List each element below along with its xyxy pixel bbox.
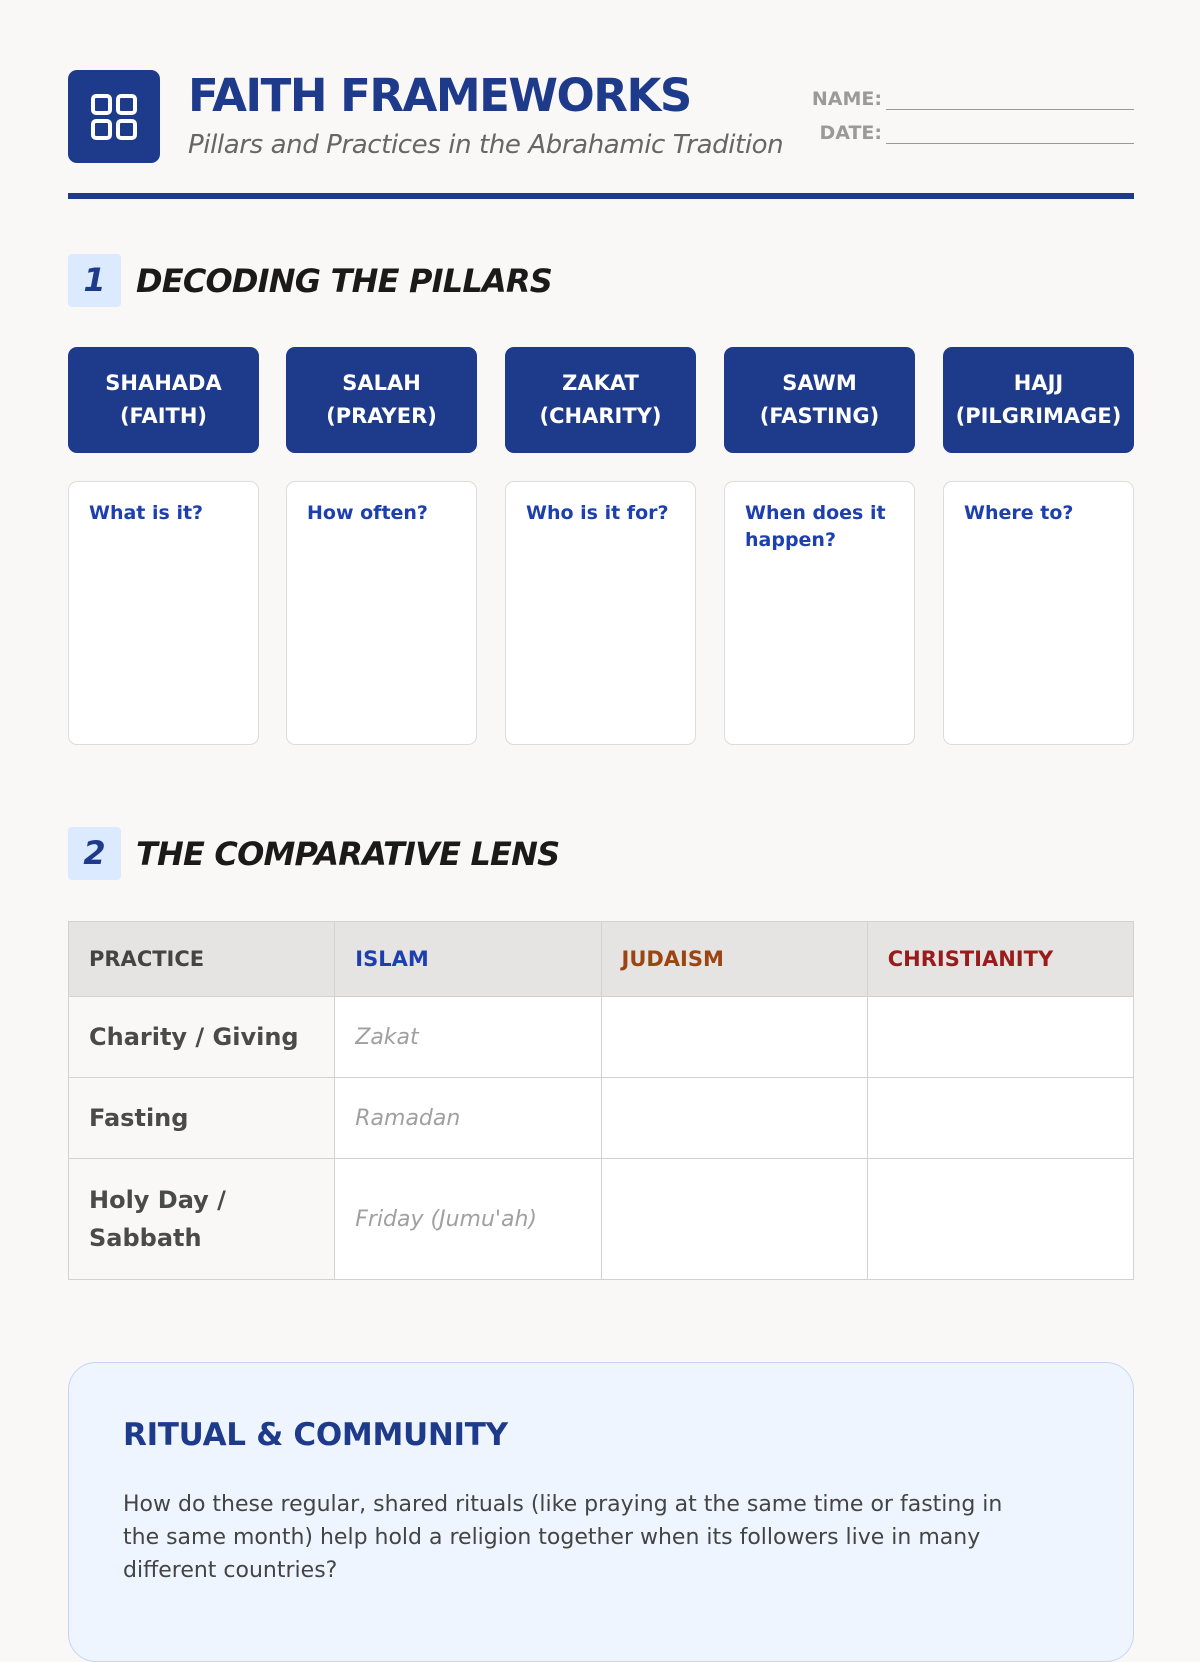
section-title: DECODING THE PILLARS: [136, 262, 552, 300]
table-row: [69, 997, 1134, 1078]
islam-cell: Zakat: [335, 997, 601, 1078]
judaism-cell[interactable]: [601, 1159, 867, 1280]
islam-cell: Ramadan: [335, 1078, 601, 1159]
pillar-name: SHAHADA: [105, 371, 222, 395]
section-number-badge: 1: [68, 254, 121, 307]
column-header-judaism: JUDAISM: [601, 922, 867, 997]
pillar-question: How often?: [307, 502, 428, 524]
practice-label: Charity / Giving: [69, 997, 335, 1078]
date-row: [812, 122, 1134, 156]
pillar-question: When does it happen?: [745, 502, 886, 551]
comparison-table: [68, 921, 1134, 1280]
practice-label: Holy Day / Sabbath: [69, 1159, 335, 1280]
worksheet-header: [68, 70, 1134, 170]
ritual-title: RITUAL & COMMUNITY: [123, 1417, 508, 1453]
judaism-cell[interactable]: [601, 1078, 867, 1159]
pillar-card: [286, 347, 477, 745]
christianity-cell[interactable]: [867, 1078, 1133, 1159]
pillar-answer-box[interactable]: [943, 481, 1134, 745]
pillar-meaning: (FASTING): [759, 404, 880, 428]
pillar-name: SAWM: [782, 371, 857, 395]
christianity-cell[interactable]: [867, 997, 1133, 1078]
pillar-card: [505, 347, 696, 745]
pillar-card: [724, 347, 915, 745]
logo: [68, 70, 160, 163]
pillar-name: ZAKAT: [562, 371, 639, 395]
pillar-header: [724, 347, 915, 453]
date-field[interactable]: [886, 123, 1134, 144]
name-field[interactable]: [886, 89, 1134, 110]
pillar-header: [286, 347, 477, 453]
islam-cell: Friday (Jumu'ah): [335, 1159, 601, 1280]
pillar-answer-box[interactable]: [286, 481, 477, 745]
pillars-grid: [68, 347, 1134, 747]
judaism-cell[interactable]: [601, 997, 867, 1078]
pillar-header: [68, 347, 259, 453]
column-header-christianity: CHRISTIANITY: [867, 922, 1133, 997]
section-title: THE COMPARATIVE LENS: [136, 835, 560, 873]
pillar-question: Who is it for?: [526, 502, 669, 524]
pillar-header: [943, 347, 1134, 453]
column-header-islam: ISLAM: [335, 922, 601, 997]
pillar-card: [68, 347, 259, 745]
pillar-question: Where to?: [964, 502, 1074, 524]
name-row: [812, 88, 1134, 122]
header-divider: [68, 193, 1134, 199]
pillar-meaning: (CHARITY): [539, 404, 662, 428]
pillar-meaning: (PRAYER): [326, 404, 437, 428]
page-subtitle: Pillars and Practices in the Abrahamic Tradition: [188, 130, 784, 160]
pillar-answer-box[interactable]: [505, 481, 696, 745]
date-label: DATE:: [819, 122, 882, 144]
section-number-badge: 2: [68, 827, 121, 880]
ritual-prompt: How do these regular, shared rituals (like praying at the same time or fasting in the same month) help hold a religion together when its followers live in many different countries?: [123, 1492, 1003, 1583]
pillar-answer-box[interactable]: [724, 481, 915, 745]
pillar-question: What is it?: [89, 502, 204, 524]
table-row: [69, 1159, 1134, 1280]
pillar-meaning: (FAITH): [119, 404, 208, 428]
table-header-row: [69, 922, 1134, 997]
name-label: NAME:: [811, 88, 882, 110]
pillar-card: [943, 347, 1134, 745]
grid-icon: [91, 94, 137, 140]
column-header-practice: PRACTICE: [69, 922, 335, 997]
student-info: [812, 88, 1134, 156]
pillar-meaning: (PILGRIMAGE): [955, 404, 1122, 428]
table-row: [69, 1078, 1134, 1159]
ritual-community-box: [68, 1362, 1134, 1662]
page-title: FAITH FRAMEWORKS: [188, 69, 691, 122]
pillar-name: HAJJ: [1013, 371, 1064, 395]
pillar-answer-box[interactable]: [68, 481, 259, 745]
christianity-cell[interactable]: [867, 1159, 1133, 1280]
pillar-name: SALAH: [342, 371, 421, 395]
pillar-header: [505, 347, 696, 453]
practice-label: Fasting: [69, 1078, 335, 1159]
